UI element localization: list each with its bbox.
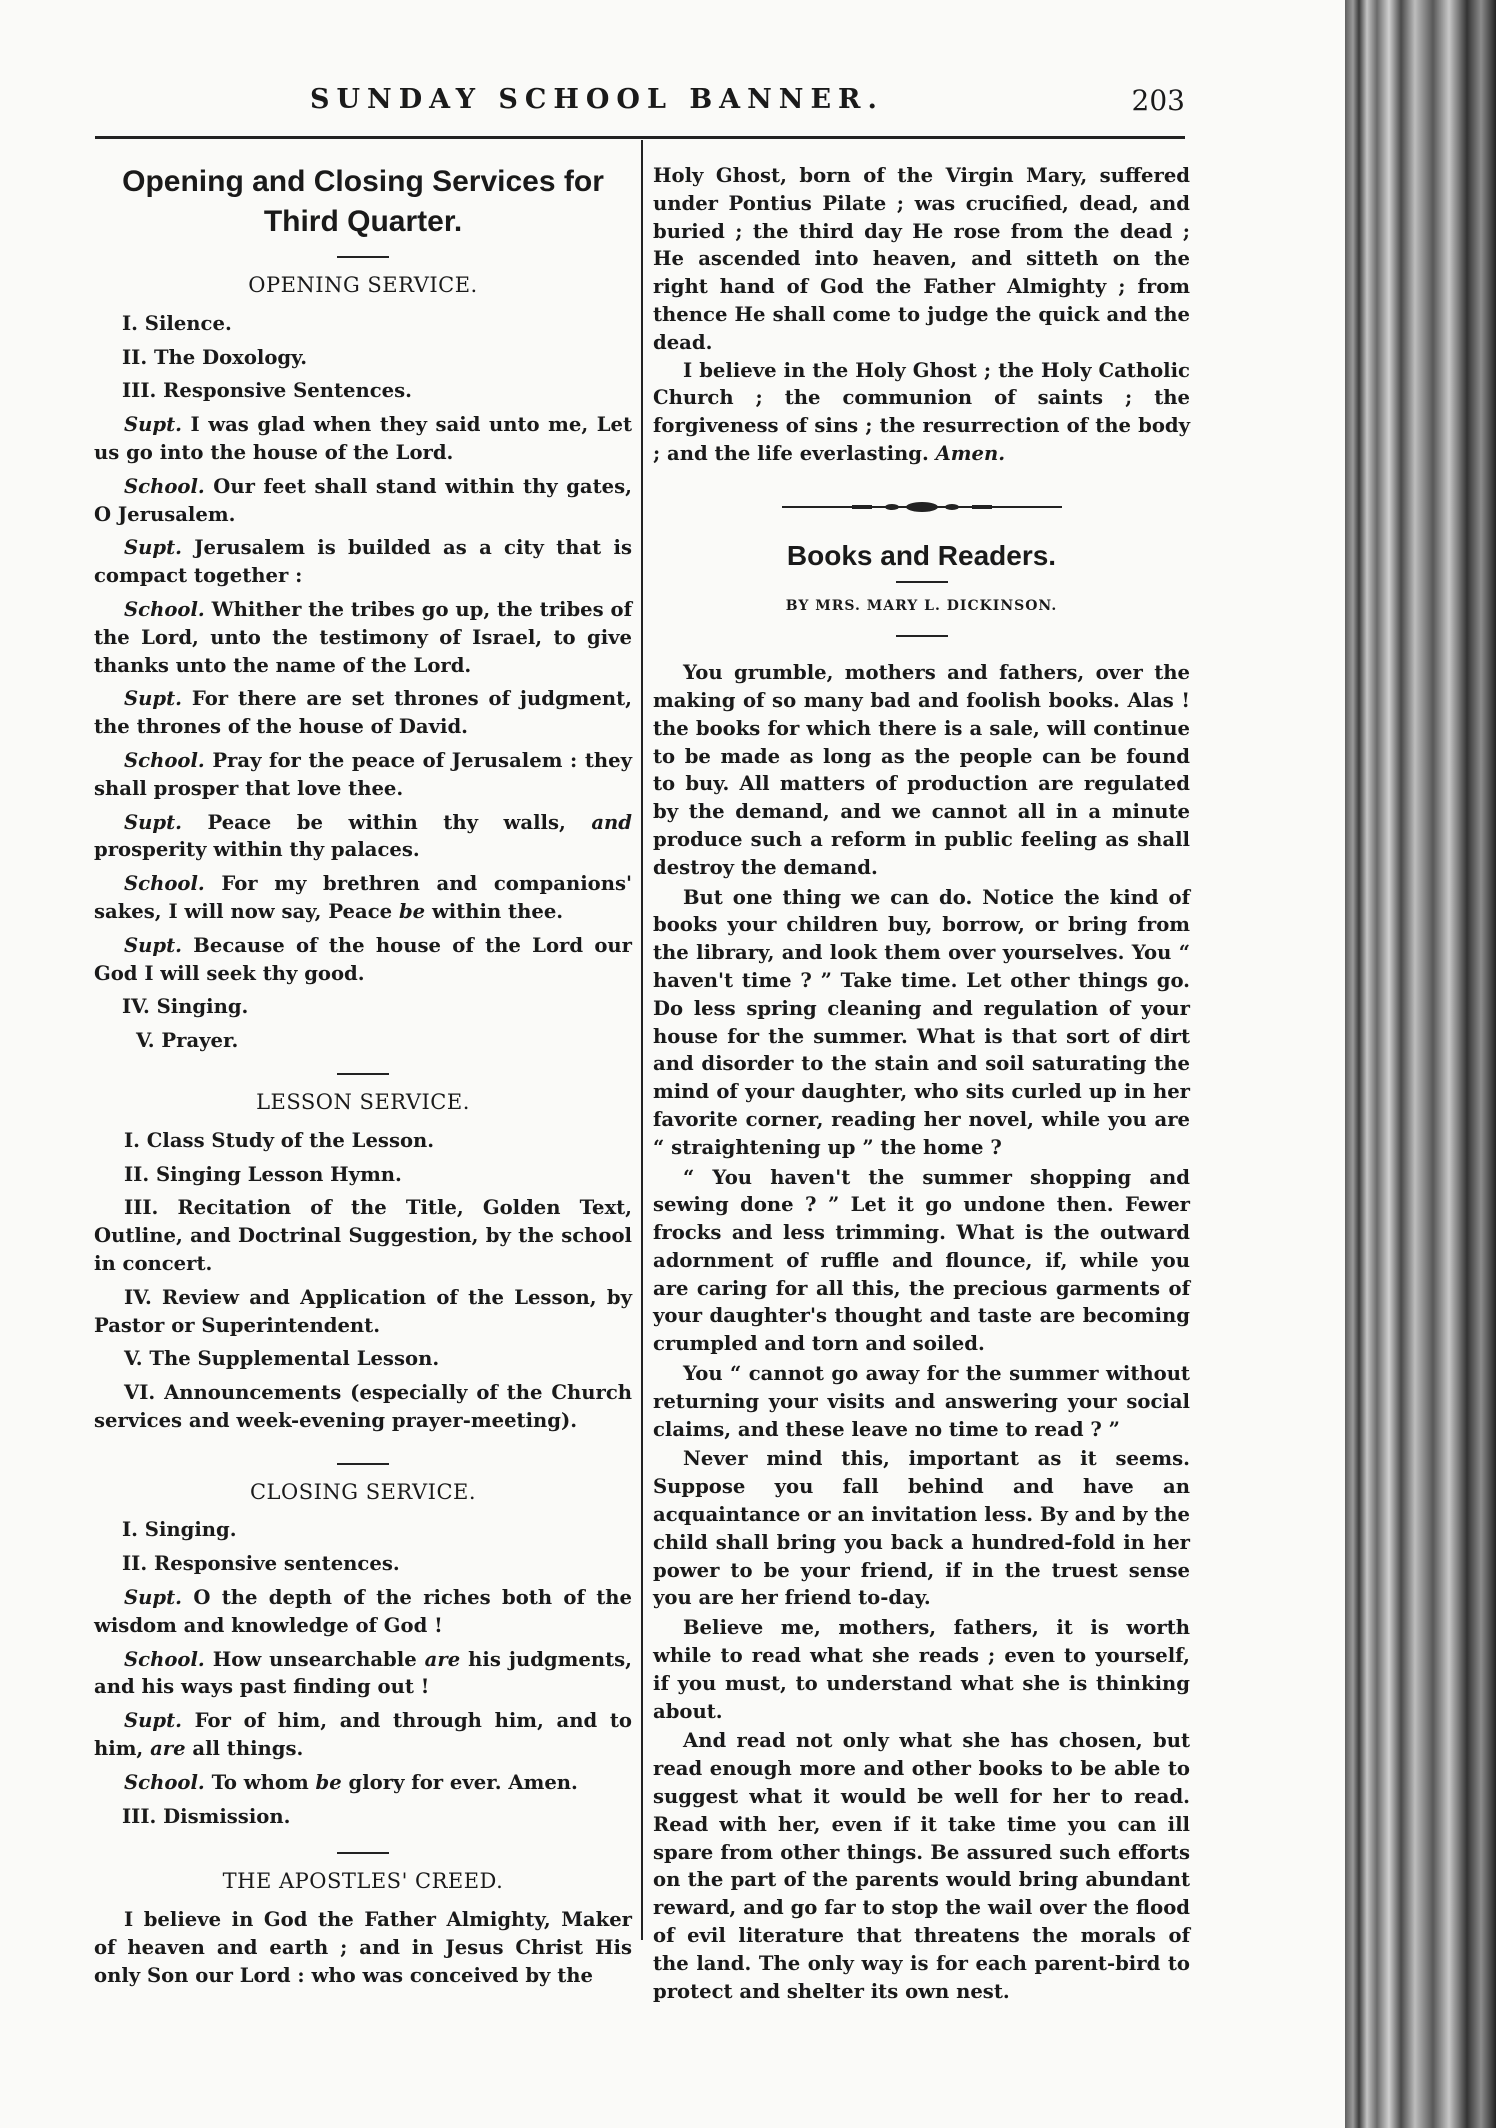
list-item: I. Singing. bbox=[122, 1518, 237, 1542]
ornament-divider bbox=[653, 494, 1190, 522]
speaker: School. bbox=[124, 1770, 205, 1794]
list-item: VI. Announcements (especially of the Church services and week-evening prayer-meeting). bbox=[94, 1381, 632, 1432]
emphasis: are bbox=[424, 1647, 461, 1671]
short-rule bbox=[337, 1073, 389, 1075]
responsive-line bbox=[94, 1646, 632, 1702]
response-text: Our feet shall stand within thy gates, O Jerusalem. bbox=[94, 474, 632, 526]
short-rule bbox=[896, 635, 948, 637]
responsive-line bbox=[94, 870, 632, 926]
list-item: V. The Supplemental Lesson. bbox=[124, 1347, 440, 1371]
running-head bbox=[90, 84, 1185, 124]
header-rule bbox=[95, 136, 1185, 139]
response-text: O the depth of the riches both of the wisdom and knowledge of God ! bbox=[94, 1586, 633, 1637]
article-paragraph: You “ cannot go away for the summer without returning your visits and answering your social claims, and these leave no time to read ? ” bbox=[653, 1362, 1190, 1441]
creed-paragraph: I believe in God the Father Almighty, Maker of heaven and earth ; and in Jesus Christ His only Son our Lord : who was conceived by the bbox=[94, 1908, 632, 1987]
speaker: Supt. bbox=[124, 1709, 182, 1733]
short-rule bbox=[337, 1852, 389, 1854]
left-column bbox=[94, 162, 632, 1990]
responsive-line bbox=[94, 1584, 632, 1640]
speaker: School. bbox=[124, 597, 205, 621]
response-text: glory for ever. Amen. bbox=[348, 1770, 578, 1794]
responsive-line bbox=[94, 596, 632, 679]
lesson-service-heading: LESSON SERVICE. bbox=[256, 1089, 470, 1114]
closing-service-heading: CLOSING SERVICE. bbox=[249, 1479, 477, 1504]
response-text: Whither the tribes go up, the tribes of the Lord, unto the testimony of Israel, to give thanks unto the name of the Lord. bbox=[94, 597, 633, 677]
article-paragraph: You grumble, mothers and fathers, over the making of so many bad and foolish books. Alas ! the books for which there is a sale, will continue to be made as long as the people can be found to buy. All matters of production are regulated by the demand, and we cannot all in a minute produce such a reform in public feeling as shall destroy the demand. bbox=[653, 661, 1190, 879]
list-item: III. Recitation of the Title, Golden Text, Outline, and Doctrinal Suggestion, by the school in concert. bbox=[94, 1196, 632, 1275]
article-title: Books and Readers. bbox=[786, 539, 1057, 571]
list-item: II. Singing Lesson Hymn. bbox=[124, 1162, 402, 1186]
right-column bbox=[653, 162, 1190, 2007]
emphasis: and bbox=[591, 810, 632, 834]
list-item: IV. Singing. bbox=[122, 995, 249, 1019]
creed-heading: THE APOSTLES' CREED. bbox=[222, 1869, 504, 1894]
creed-text: I believe in the Holy Ghost ; the Holy Catholic Church ; the communion of saints ; the forgiveness of sins ; the resurrection of the body ; and the life everlasting. bbox=[653, 358, 1190, 465]
speaker: Supt. bbox=[124, 536, 182, 560]
responsive-line bbox=[94, 685, 632, 741]
article-paragraph: “ You haven't the summer shopping and sewing done ? ” Let it go undone then. Fewer frocks and less trimming. What is the outward adornment of ruffle and flounce, if, while you are caring for all this, the precious garments of your daughter's thought and taste are becoming crumpled and torn and soiled. bbox=[653, 1165, 1190, 1356]
short-rule bbox=[337, 1463, 389, 1465]
response-text: his judgments, and his ways past finding out ! bbox=[94, 1647, 632, 1699]
responsive-line bbox=[94, 1707, 632, 1763]
short-rule bbox=[896, 581, 948, 583]
response-text: For my brethren and companions' sakes, I will now say, Peace bbox=[94, 872, 632, 923]
response-text: For there are set thrones of judgment, the thrones of the house of David. bbox=[94, 687, 632, 739]
page-number: 203 bbox=[1131, 84, 1185, 117]
ornament-divider-icon bbox=[782, 500, 1062, 514]
short-rule bbox=[337, 256, 389, 258]
speaker: School. bbox=[124, 1647, 205, 1671]
response-text: within thee. bbox=[431, 899, 564, 923]
list-item: V. Prayer. bbox=[136, 1029, 239, 1053]
response-text: Because of the house of the Lord our God I will seek thy good. bbox=[94, 933, 632, 985]
speaker: School. bbox=[124, 474, 205, 498]
responsive-line bbox=[94, 809, 632, 865]
creed-continuation: Holy Ghost, born of the Virgin Mary, suffered under Pontius Pilate ; was crucified, dead, and buried ; the third day He rose from the dead ; He ascended into heaven, and sitteth on the right hand of God the Father Almighty ; from thence He shall come to judge the quick and the dead. bbox=[653, 164, 1190, 354]
article-paragraph: But one thing we can do. Notice the kind of books your children buy, borrow, or bring from the library, and look them over yourselves. You “ haven't time ? ” Take time. Let other things go. Do less spring cleaning and regulation of your house for the summer. What is that sort of dirt and disorder to the stain and soil saturating the mind of your daughter, who sits curled up in her favorite corner, reading her novel, while you are “ straightening up ” the home ? bbox=[653, 885, 1190, 1159]
list-item: II. The Doxology. bbox=[122, 345, 308, 369]
list-item: I. Class Study of the Lesson. bbox=[124, 1128, 435, 1152]
emphasis: are bbox=[150, 1737, 186, 1761]
responsive-line bbox=[94, 534, 632, 590]
amen: Amen. bbox=[935, 441, 1006, 465]
list-item: III. Dismission. bbox=[122, 1804, 291, 1828]
list-item: III. Responsive Sentences. bbox=[122, 379, 412, 403]
responsive-line bbox=[94, 747, 632, 803]
response-text: Jerusalem is builded as a city that is compact together : bbox=[94, 536, 632, 588]
speaker: School. bbox=[124, 872, 205, 896]
opening-service-heading: OPENING SERVICE. bbox=[248, 273, 478, 297]
byline: BY MRS. MARY L. DICKINSON. bbox=[785, 598, 1058, 615]
speaker: School. bbox=[124, 748, 205, 772]
response-text: I was glad when they said unto me, Let us go into the house of the Lord. bbox=[94, 413, 633, 464]
speaker: Supt. bbox=[124, 933, 182, 957]
creed-paragraph bbox=[653, 357, 1190, 468]
article-paragraph: Never mind this, important as it seems. Suppose you fall behind and have an acquaintance or an invitation less. By and by the child shall bring you back a hundred-fold in her power to be your friend, if in the truest sense you are her friend to-day. bbox=[653, 1447, 1190, 1610]
responsive-line bbox=[94, 1769, 632, 1797]
list-item: II. Responsive sentences. bbox=[122, 1552, 400, 1576]
list-item: I. Silence. bbox=[122, 311, 232, 335]
speaker: Supt. bbox=[124, 413, 182, 437]
response-text: For of him, and through him, and to him, bbox=[94, 1709, 633, 1761]
response-text: Peace be within thy walls, bbox=[207, 810, 566, 834]
response-text: To whom bbox=[211, 1770, 309, 1794]
emphasis: be bbox=[315, 1770, 342, 1794]
responsive-line bbox=[94, 473, 632, 529]
responsive-line bbox=[94, 411, 632, 467]
article-paragraph: And read not only what she has chosen, but read enough more and other books to be able to suggest what it would be well for her to read. Read with her, even if it take time you can ill spare from other things. Be assured such efforts on the part of the parents would bring abundant reward, and go far to stop the wail over the flood of evil literature that threatens the morals of the land. The only way is for each parent-bird to protect and shelter its own nest. bbox=[653, 1729, 1190, 2003]
response-text: prosperity within thy palaces. bbox=[94, 838, 420, 862]
response-text: How unsearchable bbox=[212, 1647, 417, 1671]
book-page-edges bbox=[1345, 0, 1496, 2128]
running-title: SUNDAY SCHOOL BANNER. bbox=[310, 84, 884, 115]
response-text: all things. bbox=[192, 1737, 304, 1761]
emphasis: be bbox=[398, 899, 426, 923]
speaker: Supt. bbox=[124, 810, 182, 834]
response-text: Pray for the peace of Jerusalem : they shall prosper that love thee. bbox=[94, 748, 632, 800]
services-title: Opening and Closing Services for Third Quarter. bbox=[122, 165, 604, 238]
article-paragraph: Believe me, mothers, fathers, it is worth while to read what she reads ; even to yourself, if you must, to understand what she is thinking about. bbox=[653, 1616, 1190, 1723]
speaker: Supt. bbox=[124, 1586, 182, 1610]
column-divider bbox=[641, 140, 643, 1940]
responsive-line bbox=[94, 932, 632, 988]
list-item: IV. Review and Application of the Lesson, by Pastor or Superintendent. bbox=[94, 1285, 632, 1337]
speaker: Supt. bbox=[124, 687, 182, 711]
